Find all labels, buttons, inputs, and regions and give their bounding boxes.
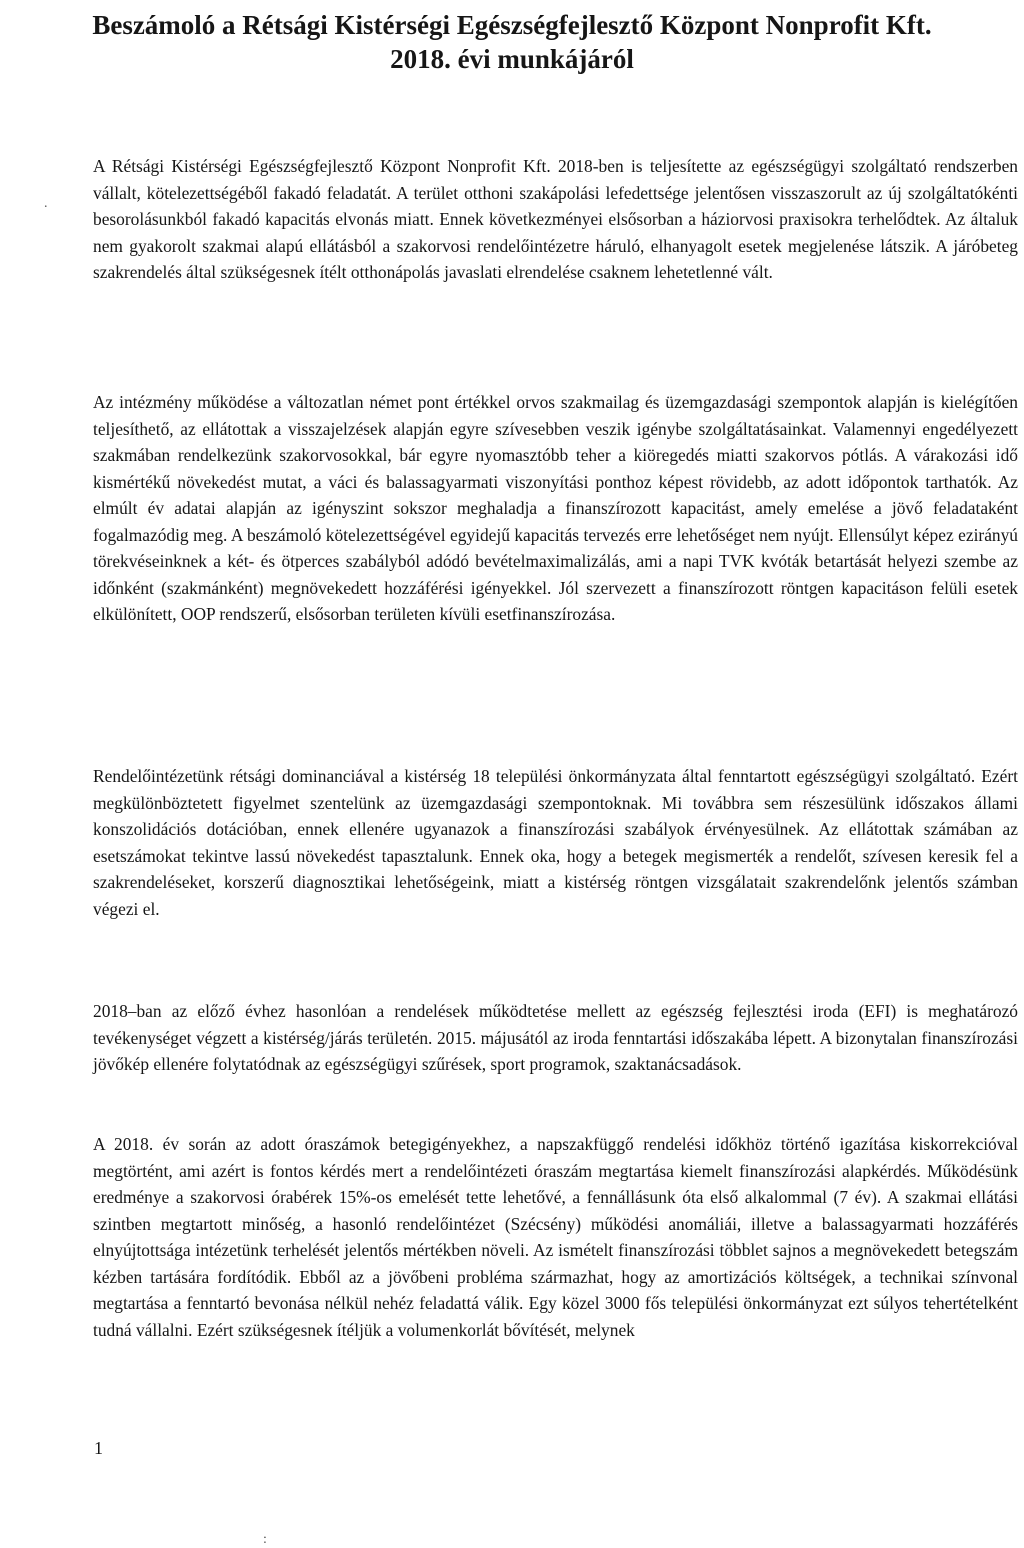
document-title-line-2: 2018. évi munkájáról: [390, 44, 634, 74]
page-number: 1: [94, 1438, 103, 1458]
document-title-line-1: Beszámoló a Rétsági Kistérségi Egészségfejlesztő Központ Nonprofit Kft.: [92, 10, 932, 40]
paragraph-1: A Rétsági Kistérségi Egészségfejlesztő Központ Nonprofit Kft. 2018-ben is teljesítette az egészségügyi szolgáltató rendszerben vállalt, kötelezettségéből fakadó feladatát. A terület otthoni szakápolási lefedettsége jelentősen visszaszorult az új szolgáltatókénti besorolásunkból fakadó kapacitás elvonás miatt. Ennek következményei elsősorban a háziorvosi praxisokra terhelődtek. Az általuk nem gyakorolt szakmai alapú ellátásból a szakorvosi rendelőintézetre háruló, elhanyagolt esetek megjelenése látszik. A járóbeteg szakrendelés által szükségesnek ítélt otthonápolás javaslati elrendelése csaknem lehetetlenné vált.: [93, 156, 1018, 282]
paragraph-4: 2018–ban az előző évhez hasonlóan a rendelések működtetése mellett az egészség fejlesztési iroda (EFI) is meghatározó tevékenységet végzett a kistérség/járás területén. 2015. májusától az iroda fenntartási időszakába lépett. A bizonytalan finanszírozási jövőkép ellenére folytatódnak az egészségügyi szűrések, sport programok, szaktanácsadások.: [93, 1001, 1018, 1074]
paragraph-2: Az intézmény működése a változatlan német pont értékkel orvos szakmailag és üzemgazdasági szempontok alapján is kielégítően teljesíthető, az ellátottak a visszajelzések alapján egyre szívesebben veszik igénybe szolgáltatásainkat. Valamennyi engedélyezett szakmában rendelkezünk szakorvosokkal, bár egyre nyomasztóbb teher a kiöregedés miatti szakorvos pótlás. A várakozási idő kismértékű növekedést mutat, a váci és balassagyarmati viszonyítási ponthoz képest rövidebb, az adott időpontok tarthatók. Az elmúlt év adatai alapján az igényszint sokszor meghaladja a finanszírozott kapacitást, amely emelése a jövő feladataként fogalmazódig meg. A beszámoló kötelezettségével egyidejű kapacitás tervezés erre lehetőséget nem nyújt. Ellensúlyt képez ezirányú törekvéseinknek a két- és ötperces szabályból adódó bevételmaximalizálás, ami a napi TVK kvóták betartását helyezi szembe az időnként (szakmánként) megnövekedett hozzáférési igényekkel. Jól szervezett a finanszírozott röntgen kapacitáson felüli esetek elkülönített, OOP rendszerű, elsősorban területen kívüli esetfinanszírozása.: [93, 392, 1018, 624]
paragraph-3: Rendelőintézetünk rétsági dominanciával a kistérség 18 települési önkormányzata által fenntartott egészségügyi szolgáltató. Ezért megkülönböztetett figyelmet szentelünk az üzemgazdasági szempontoknak. Mi továbbra sem részesülünk időszakos állami konszolidációs dotációban, ennek ellenére ugyanazok a finanszírozási szabályok érvényesülnek. Az ellátottak számában az esetszámokat tekintve lassú növekedést tapasztalunk. Ennek oka, hogy a betegek megismerték a rendelőt, szívesen keresik fel a szakrendeléseket, korszerű diagnosztikai lehetőségeink, miatt a kistérség röntgen vizsgálatait szakrendelőnk jelentős számban végezi el.: [93, 766, 1018, 919]
scan-mark-bottom: :: [263, 1532, 267, 1547]
paragraph-5: A 2018. év során az adott óraszámok betegigényekhez, a napszakfüggő rendelési időkhöz történő igazítása kiskorrekcióval megtörtént, ami azért is fontos kérdés mert a rendelőintézeti óraszám megtartása kiemelt finanszírozási alapkérdés. Működésünk eredménye a szakorvosi órabérek 15%-os emelését tette lehetővé, a fennállásunk óta első alkalommal (7 év). A szakmai ellátási szintben megtartott minőség, a hasonló rendelőintézet (Szécsény) működési anomáliái, illetve a balassagyarmati hozzáférés elnyújtottsága intézetünk terhelését jelentős mértékben növeli. Az ismételt finanszírozási többlet sajnos a megnövekedett betegszám kézben tartására fordítódik. Ebből az a jövőbeni probléma származhat, hogy az amortizációs költségek, a technikai színvonal megtartása a fenntartó bevonása nélkül nehéz feladattá válik. Egy közel 3000 fős települési önkormányzat ezt súlyos tehertételként tudná vállalni. Ezért szükségesnek ítéljük a volumenkorlát bővítését, melynek: [93, 1134, 1018, 1340]
scan-mark-left: .: [44, 196, 48, 211]
